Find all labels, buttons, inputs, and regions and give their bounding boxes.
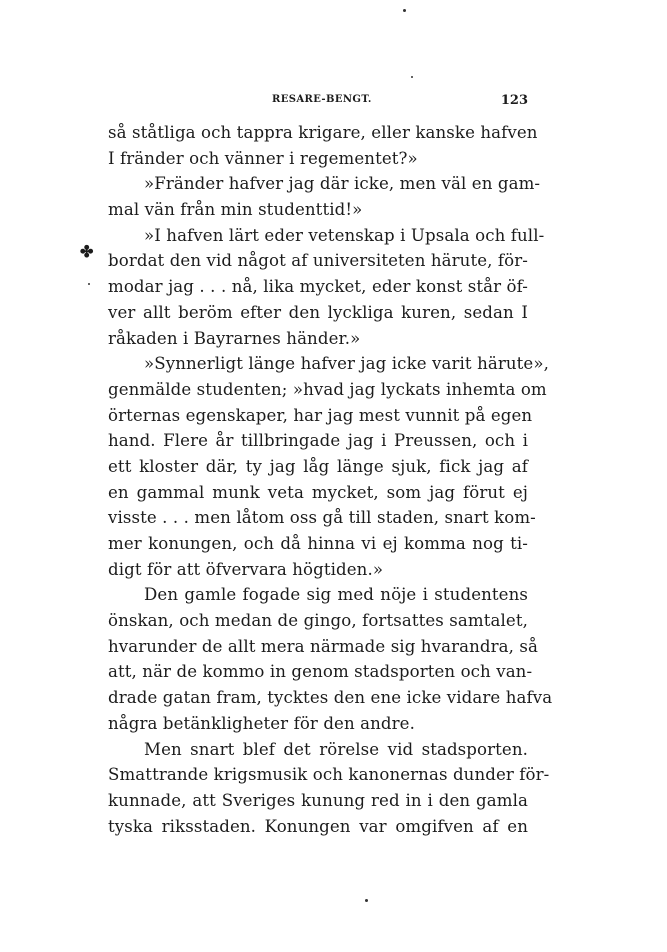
page-number: 123	[500, 93, 528, 108]
text-line: önskan, och medan de gingo, fortsattes samtalet,	[108, 611, 528, 631]
text-line: »I hafven lärt eder vetenskap i Upsala och full-	[144, 225, 545, 245]
text-line: kunnade, att Sveriges kunung red in i den gamla	[108, 790, 528, 810]
text-line: I fränder och vänner i regementet?»	[108, 148, 418, 168]
text-line: några betänkligheter för den andre.	[108, 713, 415, 733]
text-line: ett kloster där, ty jag låg länge sjuk, fick jag af	[108, 456, 528, 476]
running-head: RESARE-BENGT.	[272, 94, 372, 105]
text-line: Smattrande krigsmusik och kanonernas dunder för-	[108, 765, 550, 785]
ink-speck	[365, 899, 368, 902]
text-line: »Fränder hafver jag där icke, men väl en gam-	[144, 174, 541, 194]
ink-speck	[403, 9, 406, 12]
text-line: råkaden i Bayrarnes händer.»	[108, 328, 361, 348]
text-line: hvarunder de allt mera närmade sig hvarandra, så	[108, 636, 538, 656]
text-line: så ståtliga och tappra krigare, eller kanske hafven	[108, 123, 538, 142]
text-line: »Synnerligt länge hafver jag icke varit härute»,	[144, 354, 549, 374]
text-line: mal vän från min studenttid!»	[108, 200, 363, 220]
ink-speck	[88, 283, 90, 285]
text-line: bordat den vid något af universiteten härute, för-	[108, 251, 528, 271]
text-line: mer konungen, och då hinna vi ej komma nog ti-	[108, 534, 528, 553]
body-text	[108, 120, 553, 839]
text-line: digt för att öfvervara högtiden.»	[108, 559, 384, 579]
text-line: Den gamle fogade sig med nöje i studentens	[144, 585, 528, 605]
ink-speck	[411, 76, 413, 78]
text-line: örternas egenskaper, har jag mest vunnit på egen	[108, 405, 533, 425]
margin-mark-icon: ✤	[80, 242, 94, 261]
text-line: Men snart blef det rörelse vid stadsporten.	[144, 739, 528, 759]
text-line: modar jag . . . nå, lika mycket, eder konst står öf-	[108, 277, 528, 297]
text-line: genmälde studenten; »hvad jag lyckats inhemta om	[108, 379, 547, 399]
text-line: tyska riksstaden. Konungen var omgifven af en	[108, 816, 528, 836]
text-line: att, när de kommo in genom stadsporten och van-	[108, 662, 533, 682]
text-line: visste . . . men låtom oss gå till staden, snart kom-	[108, 508, 536, 528]
text-line: ver allt beröm efter den lyckliga kuren, sedan I	[108, 302, 528, 322]
text-line: drade gatan fram, tycktes den ene icke vidare hafva	[108, 688, 553, 708]
text-line: en gammal munk veta mycket, som jag förut ej	[108, 482, 528, 502]
page-header	[108, 94, 528, 110]
text-line: hand. Flere år tillbringade jag i Preussen, och i	[108, 431, 528, 451]
